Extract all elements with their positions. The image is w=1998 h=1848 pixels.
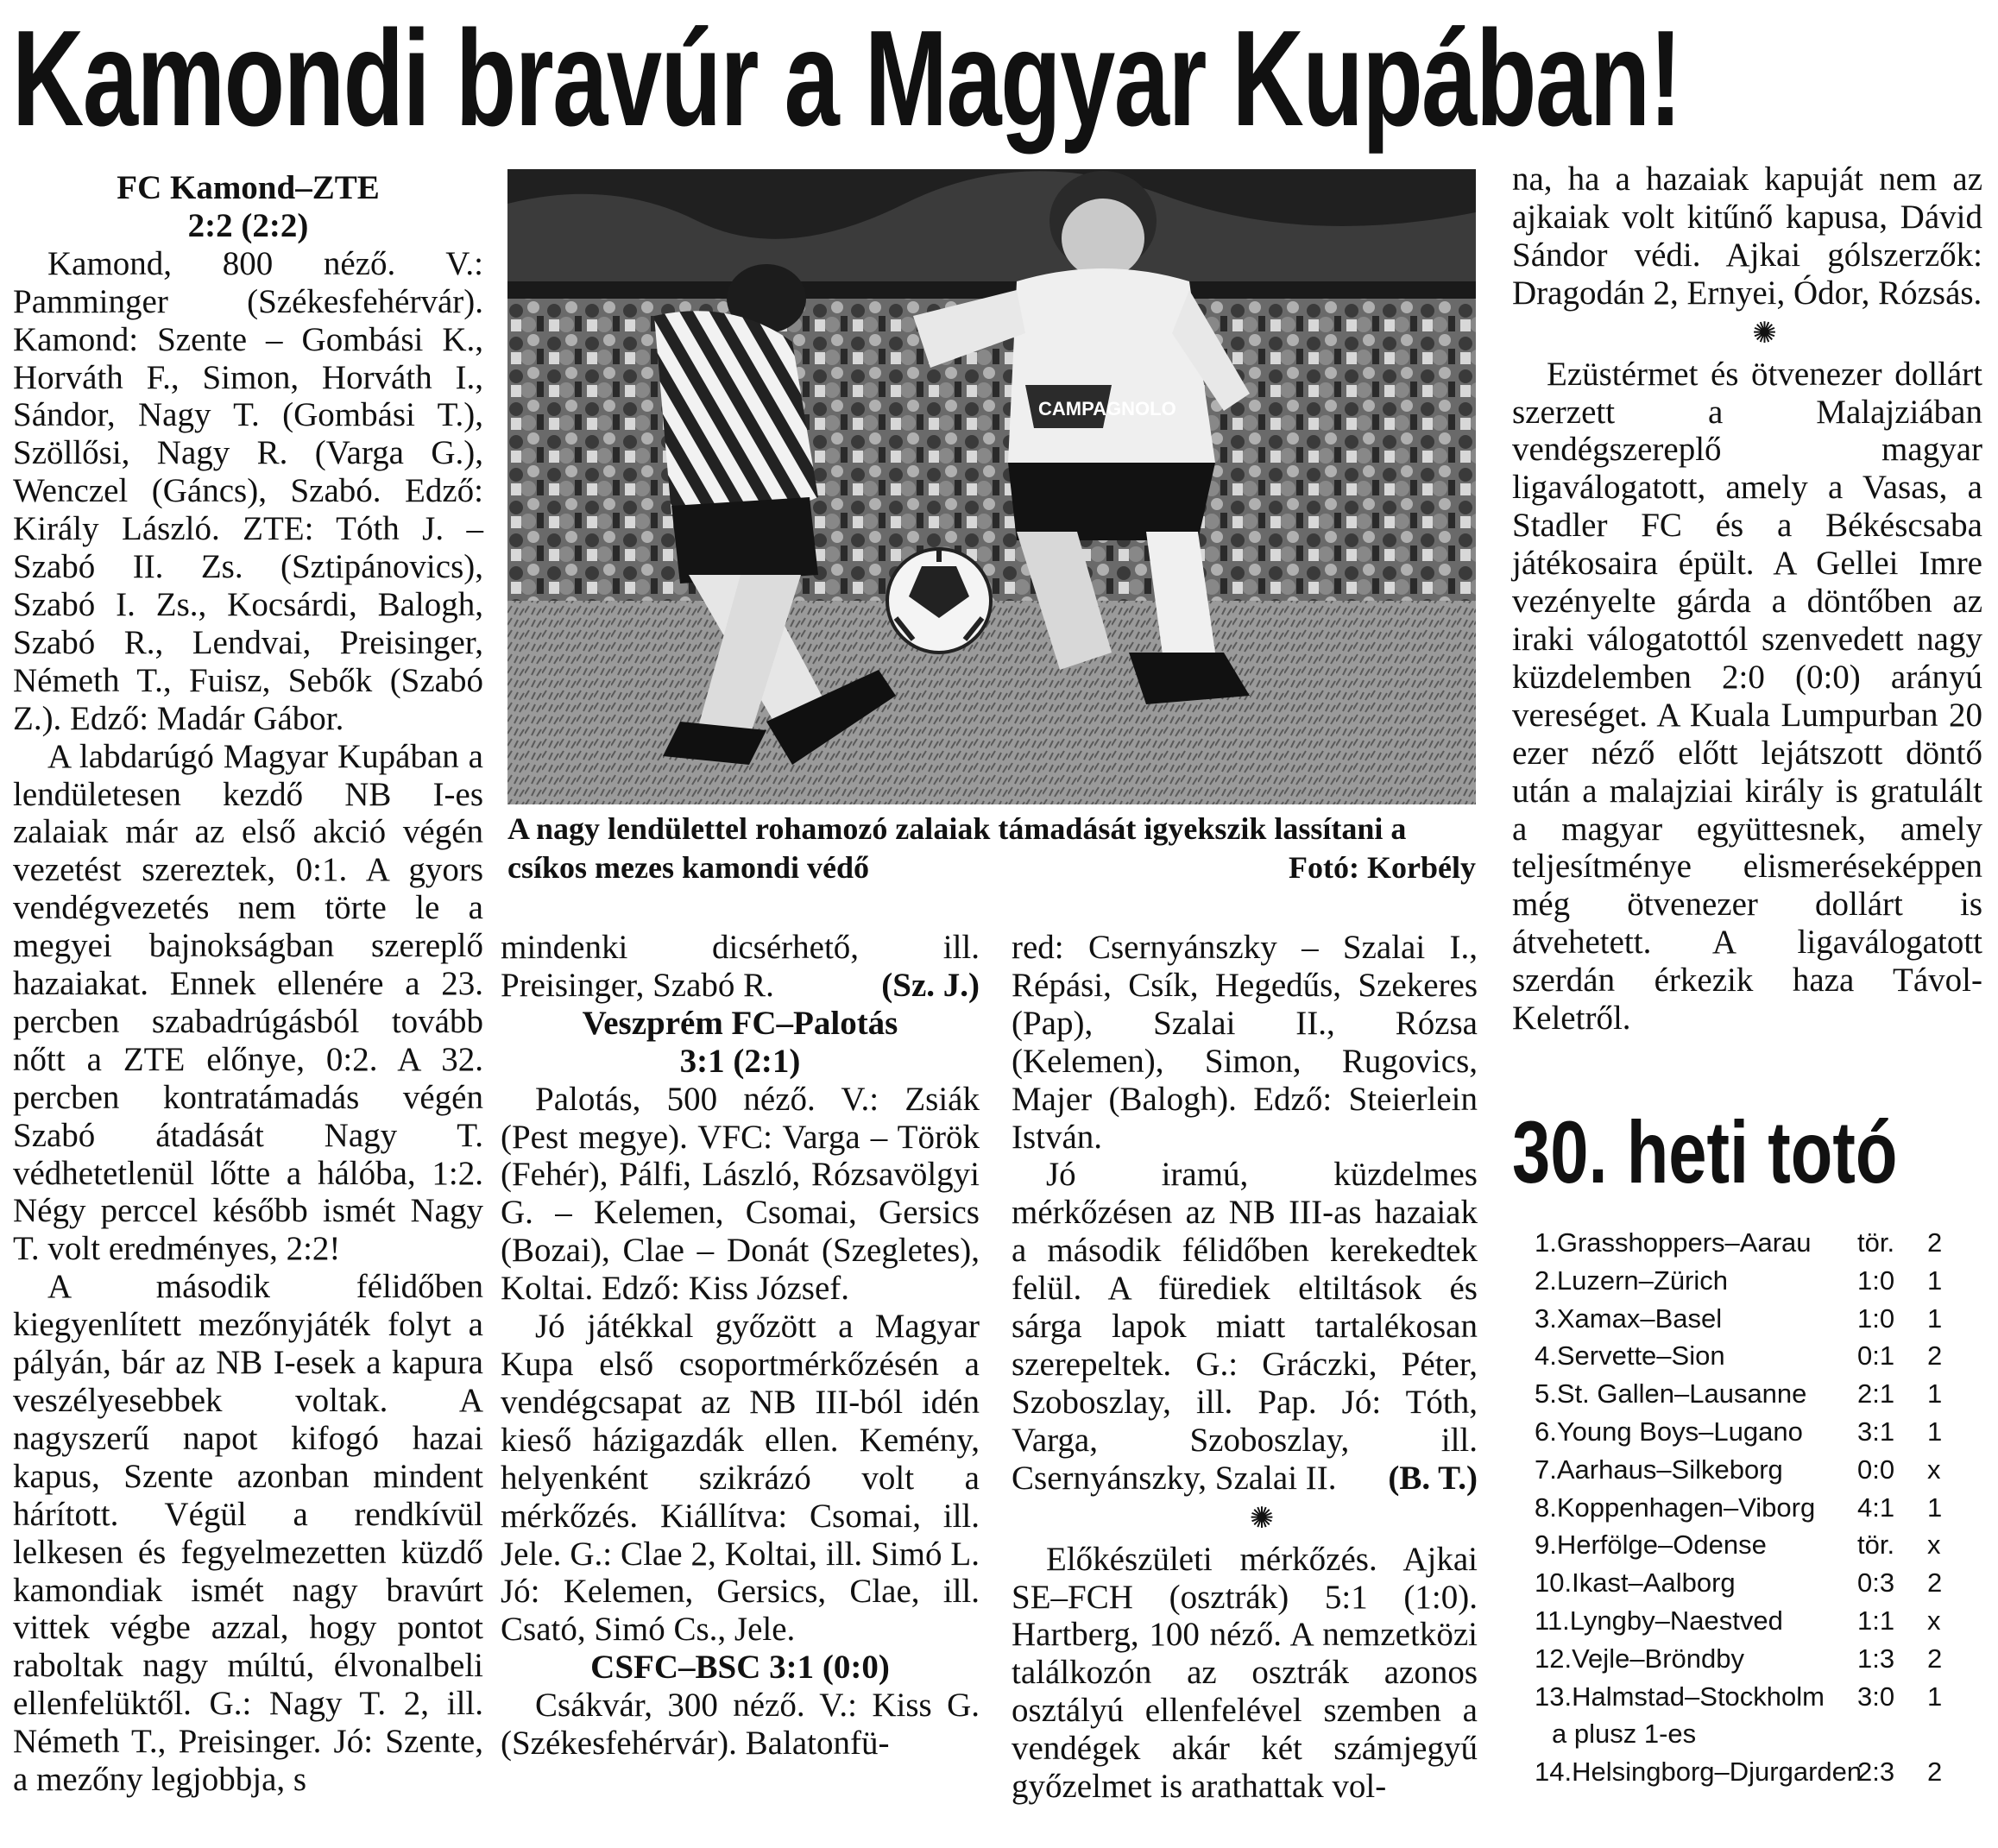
toto-result: 1:0 xyxy=(1857,1265,1895,1296)
football xyxy=(887,549,991,653)
match-title: CSFC–BSC 3:1 (0:0) xyxy=(590,1649,890,1687)
toto-result: tör. xyxy=(1857,1227,1895,1258)
toto-result: 0:3 xyxy=(1857,1567,1895,1599)
toto-tip: 2 xyxy=(1927,1757,1943,1788)
toto-row xyxy=(1535,1678,1983,1716)
toto-result: 0:1 xyxy=(1857,1340,1895,1372)
toto-tip: 1 xyxy=(1927,1378,1943,1410)
toto-match: 5.St. Gallen–Lausanne xyxy=(1535,1378,1807,1410)
toto-row xyxy=(1535,1602,1983,1640)
toto-match: 4.Servette–Sion xyxy=(1535,1340,1725,1372)
report-text: Jó iramú, küzdelmes mérkőzésen az NB III-as hazaiak a második félidőben kerekedtek felül. A fürediek eltiltások és sárga lapok miatt tartalékosan szerepeltek. G.: Gráczki, Péter, Szoboszlay, ill. Pap. Jó: Tóth, Varga, Szoboszlay, ill. Csernyánszky, Szalai II. xyxy=(1012,1156,1478,1497)
toto-match: 9.Herfölge–Odense xyxy=(1535,1529,1767,1561)
toto-results-list xyxy=(1535,1224,1983,1791)
report-paragraph xyxy=(501,929,980,1005)
toto-tip: 2 xyxy=(1927,1227,1943,1258)
toto-row xyxy=(1535,1640,1983,1678)
toto-row xyxy=(1535,1375,1983,1413)
toto-row xyxy=(1535,1224,1983,1262)
toto-match: 7.Aarhaus–Silkeborg xyxy=(1535,1454,1783,1485)
caption-text: A nagy lendülettel rohamozó zalaiak támadását igyekszik lassítani a csíkos mezes kamondi védő xyxy=(507,811,1407,885)
report-paragraph xyxy=(1012,1156,1478,1497)
toto-match: 13.Halmstad–Stockholm xyxy=(1535,1681,1825,1712)
lineup-paragraph: Palotás, 500 néző. V.: Zsiák (Pest megye). VFC: Varga – Török (Fehér), Pálfi, László, Rózsavölgyi G. – Kelemen, Csomai, Gersics (Bozai), Clae – Donát (Szegletes), Koltai. Edző: Kiss József. xyxy=(501,1080,980,1308)
news-paragraph: Ezüstérmet és ötvenezer dollárt szerzett a Malajziában vendégszereplő magyar ligaválogatott, amely a Vasas, a Stadler FC és a Békéscsaba játékosaira épült. A Gellei Imre vezényelte gárda a döntőben az iraki válogatottól szenvedett nagy küzdelemben 2:0 (0:0) arányú vereséget. A Kuala Lumpurban 20 ezer néző előtt lejátszott döntő után a malajziai király is gratulált a magyar együttesnek, amely teljesítménye elismeréseképpen még ötvenezer dollárt is átvehetett. A ligaválogatott szerdán érkezik haza Távol-Keletről. xyxy=(1512,355,1982,1038)
match-photo xyxy=(507,169,1476,804)
toto-tip: 1 xyxy=(1927,1302,1943,1334)
photo-credit: Fotó: Korbély xyxy=(1289,850,1476,885)
toto-row xyxy=(1535,1337,1983,1375)
headline: Kamondi bravúr a Magyar Kupában! xyxy=(12,3,1681,155)
toto-match: 8.Koppenhagen–Viborg xyxy=(1535,1492,1816,1523)
toto-title: 30. heti totó xyxy=(1512,1103,1898,1202)
toto-row xyxy=(1535,1300,1983,1338)
toto-result: 1:3 xyxy=(1857,1643,1895,1674)
match-title: FC Kamond–ZTE xyxy=(117,169,380,206)
article-column-3 xyxy=(1012,929,1478,1806)
toto-match: 14.Helsingborg–Djurgarden xyxy=(1535,1757,1862,1788)
toto-row xyxy=(1535,1526,1983,1564)
separator-icon: ✺ xyxy=(1752,317,1777,350)
toto-extra-label xyxy=(1535,1715,1983,1753)
toto-tip: 1 xyxy=(1927,1265,1943,1296)
toto-match: 6.Young Boys–Lugano xyxy=(1535,1416,1803,1447)
author-signature: (Sz. J.) xyxy=(881,966,980,1004)
toto-tip: x xyxy=(1927,1529,1941,1561)
toto-result: 3:1 xyxy=(1857,1416,1895,1447)
toto-match: 1.Grasshoppers–Aarau xyxy=(1535,1227,1812,1258)
separator-icon: ✺ xyxy=(1249,1502,1275,1535)
photo-caption xyxy=(507,810,1476,887)
match-score: 3:1 (2:1) xyxy=(679,1042,801,1080)
article-column-1 xyxy=(13,169,483,1799)
shirt-sponsor-text: CAMPAGNOLO xyxy=(1038,398,1176,419)
toto-row xyxy=(1535,1753,1983,1791)
report-paragraph: A labdarúgó Magyar Kupában a lendületesen kezdő NB I-es zalaiak már az első akció végén vezetést szereztek, 0:1. A gyors vendégvezetés nem törte le a megyei bajnokságban szereplő hazaiakat. Ennek ellenére a 23. percben szabadrúgásból tovább nőtt a ZTE előnye, 0:2. A 32. percben kontratámadás végén Szabó átadását Nagy T. védhetetlenül lőtte a hálóba, 1:2. Négy perccel később ismét Nagy T. volt eredményes, 2:2! xyxy=(13,737,483,1268)
article-column-2 xyxy=(501,929,980,1763)
toto-result: 1:0 xyxy=(1857,1302,1895,1334)
toto-row xyxy=(1535,1262,1983,1300)
lineup-paragraph: Kamond, 800 néző. V.: Pamminger (Székesfehérvár). Kamond: Szente – Gombási K., Horváth F., Simon, Horváth I., Sándor, Nagy T. (Gombási T.), Szöllősi, Nagy R. (Varga G.), Wenczel (Gáncs), Szabó. Edző: Király László. ZTE: Tóth J. – Szabó II. Zs. (Sztipánovics), Szabó I. Zs., Kocsárdi, Balogh, Szabó R., Lendvai, Preisinger, Németh T., Fuisz, Sebők (Szabó Z.). Edző: Madár Gábor. xyxy=(13,244,483,737)
toto-result: 0:0 xyxy=(1857,1454,1895,1485)
author-signature: (B. T.) xyxy=(1388,1459,1478,1497)
toto-match: 2.Luzern–Zürich xyxy=(1535,1265,1729,1296)
report-paragraph: Jó játékkal győzött a Magyar Kupa első csoportmérkőzésén a vendégcsapat az NB III-ból idén kieső házigazdák ellen. Kemény, helyenként szikrázó volt a mérkőzés. Kiállítva: Csomai, ill. Jele. G.: Clae 2, Koltai, ill. Simó L. Jó: Kelemen, Gersics, Clae, ill. Csató, Simó Cs., Jele. xyxy=(501,1308,980,1649)
match-score: 2:2 (2:2) xyxy=(187,206,309,244)
toto-tip: 2 xyxy=(1927,1567,1943,1599)
toto-tip: x xyxy=(1927,1454,1941,1485)
toto-row xyxy=(1535,1413,1983,1451)
report-paragraph: A második félidőben kiegyenlített mezőnyjáték folyt a pályán, bár az NB I-esek a kapura veszélyesebbek voltak. A nagyszerű napot kifogó hazai kapus, Szente azonban mindent hárított. Végül a rendkívül lelkesen és fegyelmezetten küzdő kamondiak ismét nagy bravúrt vittek végbe azzal, hogy pontot raboltak nagy múltú, élvonalbeli ellenfelüktől. G.: Nagy T. 2, ill. Németh T., Preisinger. Jó: Szente, a mezőny legjobbja, s xyxy=(13,1268,483,1799)
lineup-paragraph: Csákvár, 300 néző. V.: Kiss G. (Székesfehérvár). Balatonfü- xyxy=(501,1687,980,1763)
toto-result: 2:1 xyxy=(1857,1378,1895,1410)
report-continuation: mindenki dicsérhető, ill. Preisinger, Szabó R. xyxy=(501,929,980,1004)
toto-result: 3:0 xyxy=(1857,1681,1895,1712)
toto-extra-label-text: a plusz 1-es xyxy=(1552,1719,1697,1750)
toto-tip: 2 xyxy=(1927,1340,1943,1372)
toto-match: 10.Ikast–Aalborg xyxy=(1535,1567,1736,1599)
toto-match: 3.Xamax–Basel xyxy=(1535,1302,1723,1334)
toto-tip: 1 xyxy=(1927,1681,1943,1712)
match-title: Veszprém FC–Palotás xyxy=(582,1004,898,1042)
toto-tip: 2 xyxy=(1927,1643,1943,1674)
toto-result: 2:3 xyxy=(1857,1757,1895,1788)
toto-row xyxy=(1535,1564,1983,1602)
lineup-paragraph: red: Csernyánszky – Szalai I., Répási, Csík, Hegedűs, Szekeres (Pap), Szalai II., Rózsa (Kelemen), Simon, Rugovics, Majer (Balogh). Edző: Steierlein István. xyxy=(1012,929,1478,1156)
toto-row xyxy=(1535,1489,1983,1527)
article-column-4 xyxy=(1512,161,1982,1038)
toto-match: 12.Vejle–Bröndby xyxy=(1535,1643,1745,1674)
toto-tip: 1 xyxy=(1927,1492,1943,1523)
toto-row xyxy=(1535,1451,1983,1489)
toto-result: 4:1 xyxy=(1857,1492,1895,1523)
report-paragraph: Előkészületi mérkőzés. Ajkai SE–FCH (osztrák) 5:1 (1:0). Hartberg, 100 néző. A nemzetközi találkozón az osztrák azonos osztályú ellenfelével szemben a vendégek akár két számjegyű győzelmet is arathattak vol- xyxy=(1012,1540,1478,1806)
toto-result: tör. xyxy=(1857,1529,1895,1561)
toto-result: 1:1 xyxy=(1857,1605,1895,1636)
toto-match: 11.Lyngby–Naestved xyxy=(1535,1605,1783,1636)
toto-tip: x xyxy=(1927,1605,1941,1636)
toto-tip: 1 xyxy=(1927,1416,1943,1447)
report-paragraph: na, ha a hazaiak kapuját nem az ajkaiak volt kitűnő kapusa, Dávid Sándor védi. Ajkai gólszerzők: Dragodán 2, Ernyei, Ódor, Rózsás. xyxy=(1512,161,1982,312)
